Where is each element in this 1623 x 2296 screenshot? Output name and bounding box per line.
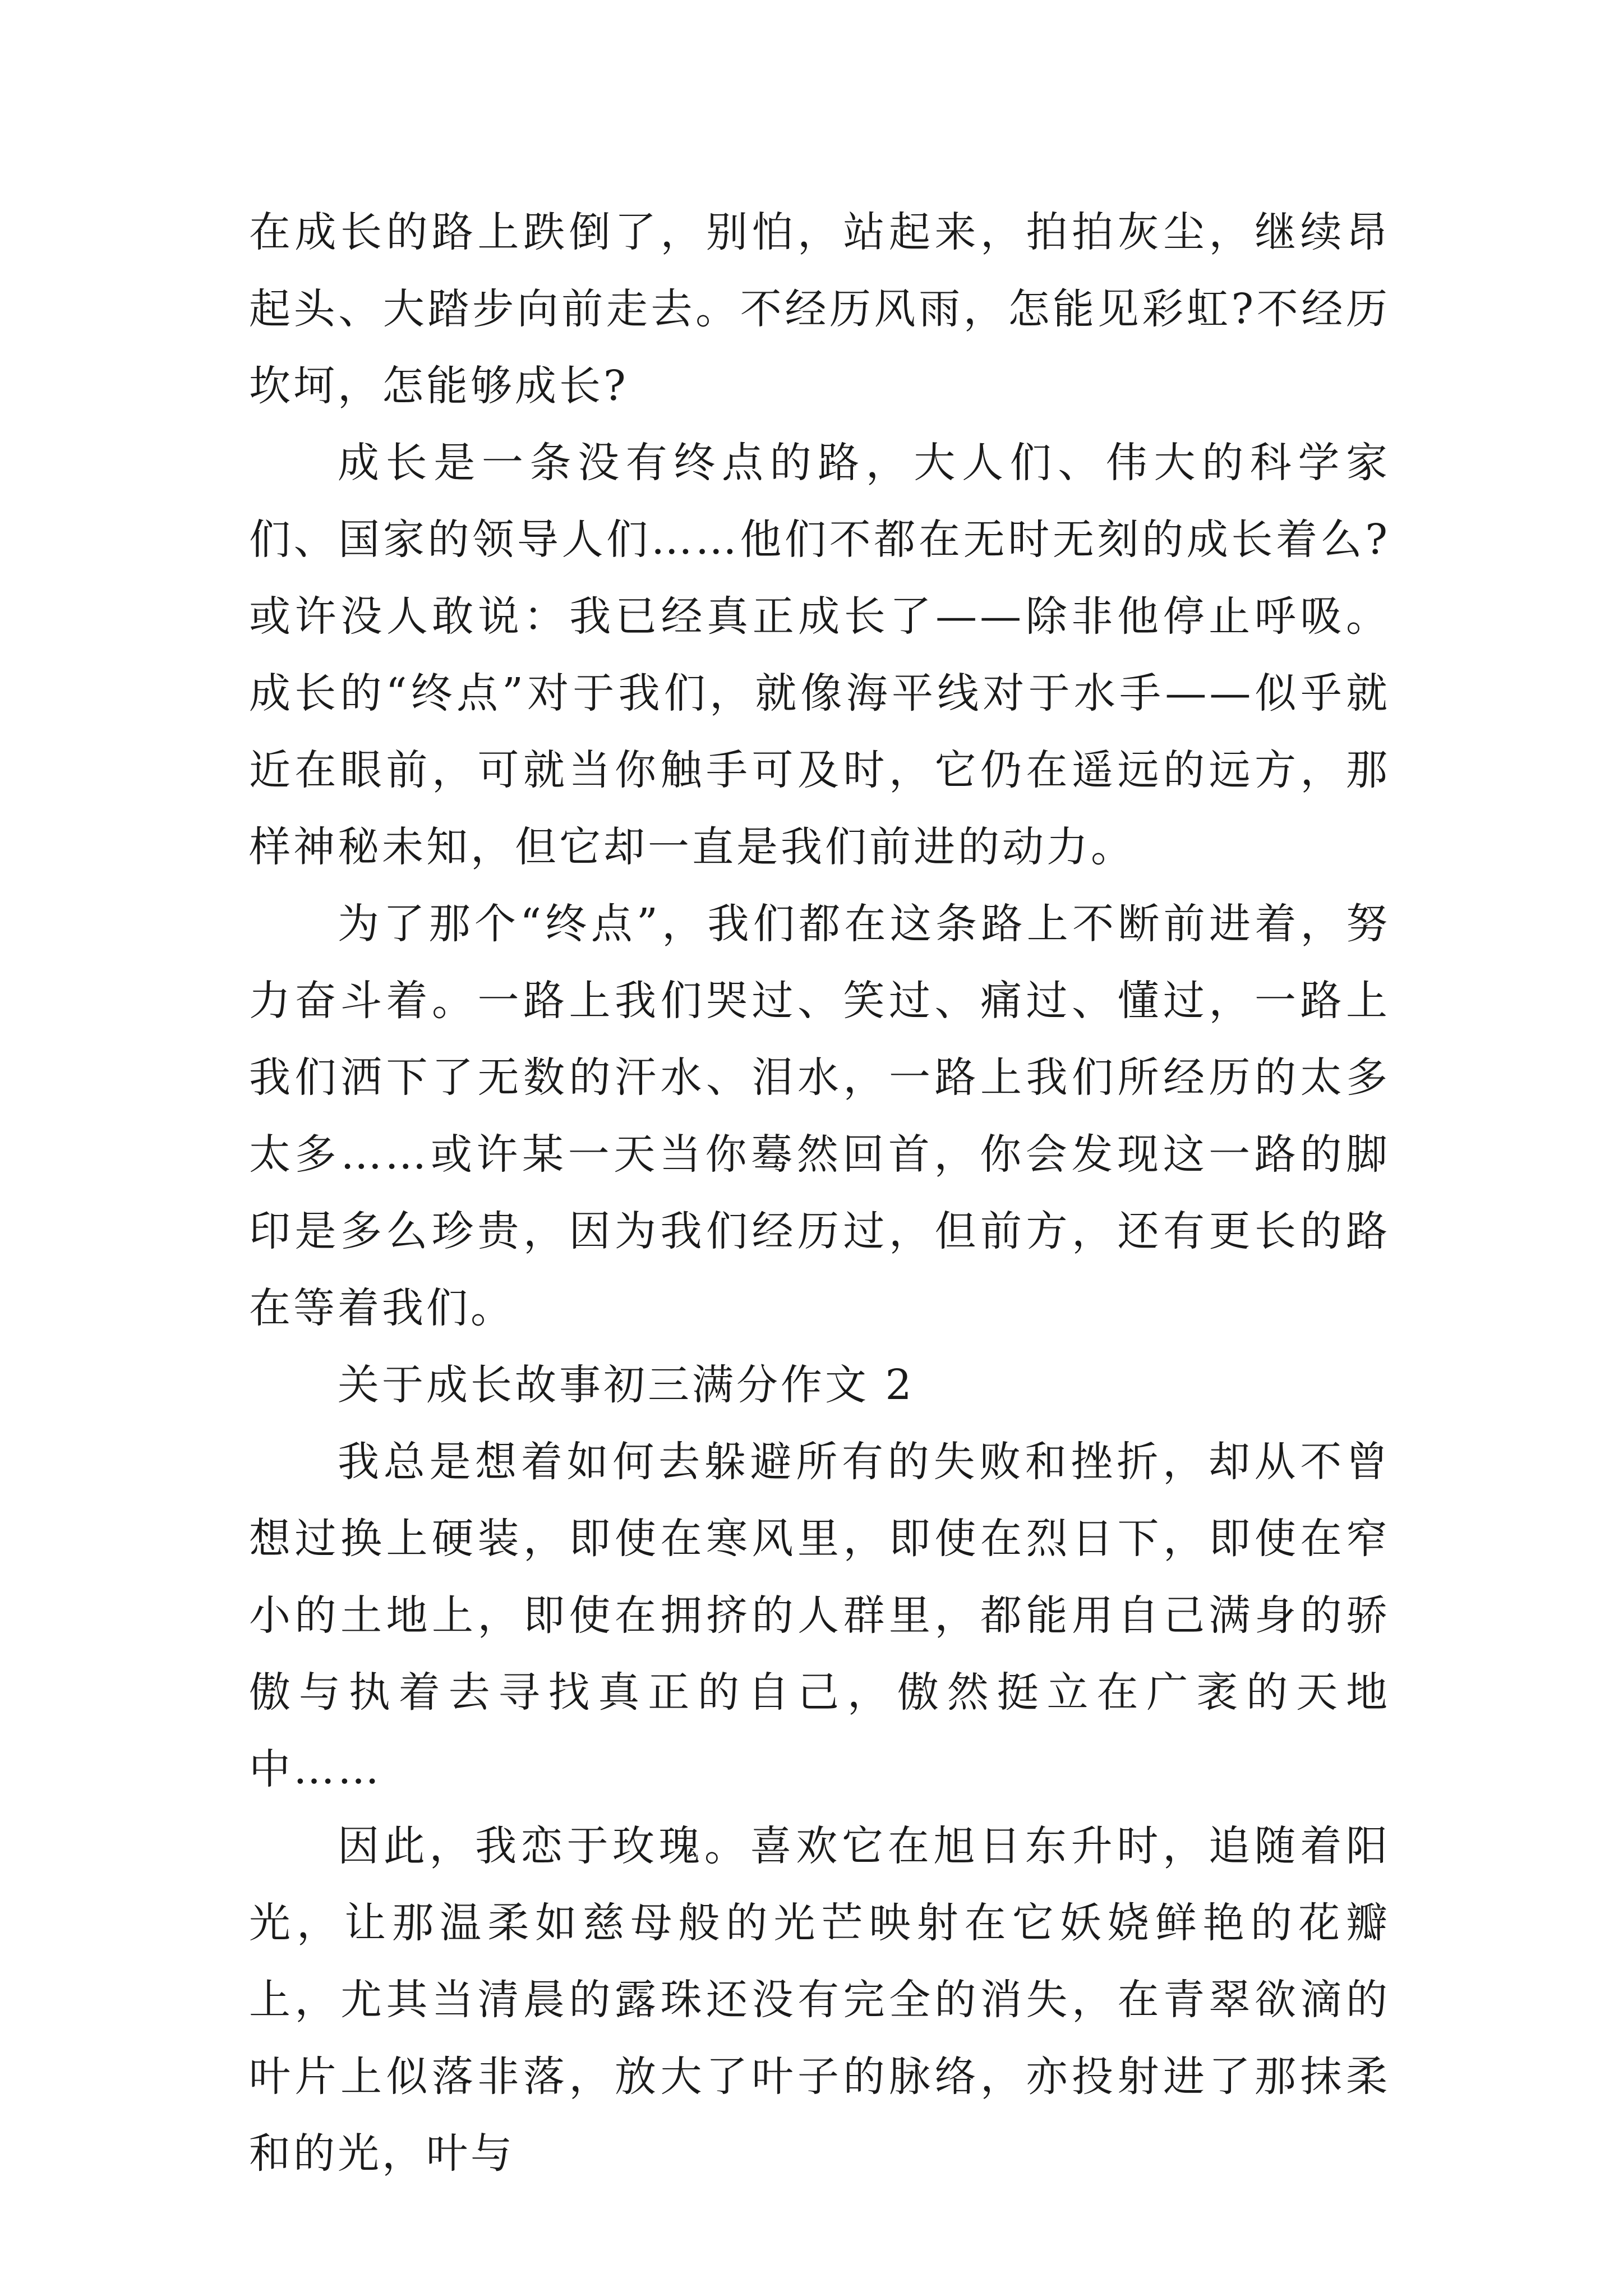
document-body (249, 194, 1390, 2192)
paragraph-2: 成长是一条没有终点的路，大人们、伟大的科学家们、国家的领导人们……他们不都在无时无刻的成长着么?或许没人敢说：我已经真正成长了——除非他停止呼吸。成长的“终点”对于我们，就像海平线对于水手——似乎就近在眼前，可就当你触手可及时，它仍在遥远的远方，那样神秘未知，但它却一直是我们前进的动力。 (249, 439, 1390, 871)
paragraph-3: 为了那个“终点”，我们都在这条路上不断前进着，努力奋斗着。一路上我们哭过、笑过、痛过、懂过，一路上我们洒下了无数的汗水、泪水，一路上我们所经历的太多太多……或许某一天当你蓦然回首，你会发现这一路的脚印是多么珍贵，因为我们经历过，但前方，还有更长的路在等着我们。 (249, 900, 1390, 1332)
paragraph-5: 因此，我恋于玫瑰。喜欢它在旭日东升时，追随着阳光，让那温柔如慈母般的光芒映射在它妖娆鲜艳的花瓣上，尤其当清晨的露珠还没有完全的消失，在青翠欲滴的叶片上似落非落，放大了叶子的脉络，亦投射进了那抹柔和的光，叶与 (249, 1822, 1390, 2178)
paragraph-1: 在成长的路上跌倒了，别怕，站起来，拍拍灰尘，继续昂起头、大踏步向前走去。不经历风雨，怎能见彩虹?不经历坎坷，怎能够成长? (249, 208, 1390, 410)
paragraph-4: 我总是想着如何去躲避所有的失败和挫折，却从不曾想过换上硬装，即使在寒风里，即使在烈日下，即使在窄小的土地上，即使在拥挤的人群里，都能用自己满身的骄傲与执着去寻找真正的自己，傲然挺立在广袤的天地中…… (249, 1438, 1390, 1793)
section-heading: 关于成长故事初三满分作文 2 (338, 1361, 915, 1409)
